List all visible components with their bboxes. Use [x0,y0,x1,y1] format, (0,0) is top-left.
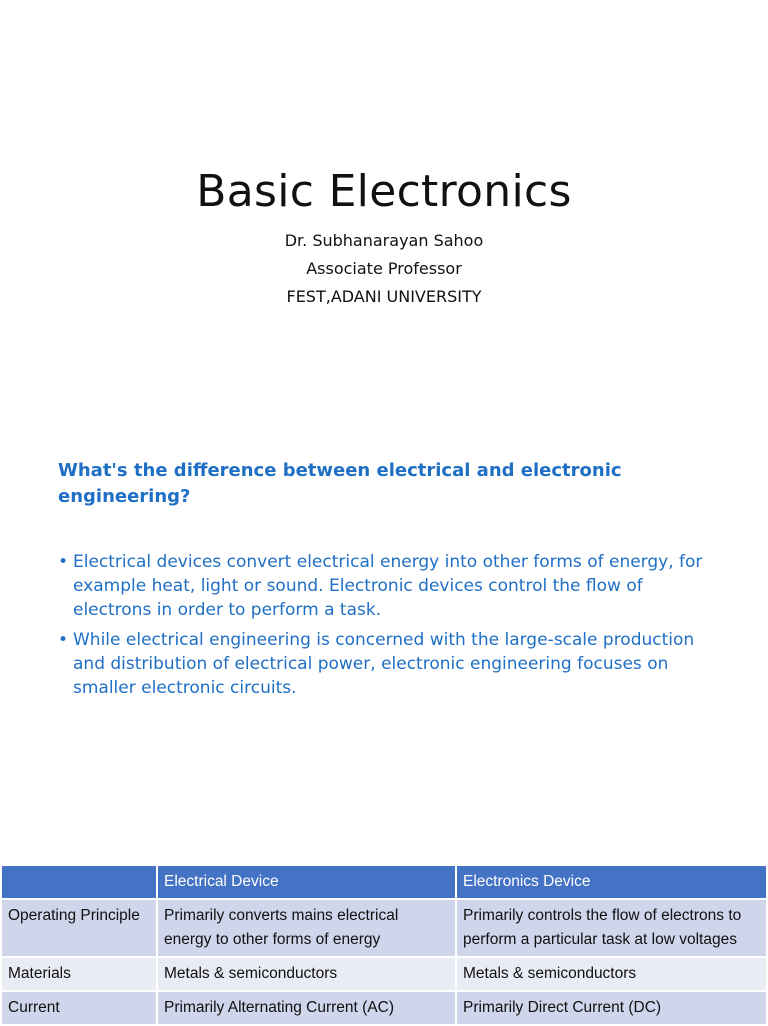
comparison-table [0,864,768,1026]
table-header-row [1,865,767,899]
bullet-icon: • [58,552,69,572]
author-affiliation: FEST,ADANI UNIVERSITY [286,287,482,306]
author-name: Dr. Subhanarayan Sahoo [284,231,484,250]
table-cell: Primarily Direct Current (DC) [456,991,767,1025]
bullet-text: Electrical devices convert electrical energy into other forms of energy, for example heat, light or sound. Electronic devices control the flow of electrons in order to perform a task. [73,552,703,620]
question-heading: What's the difference between electrical and electronic engineering? [58,460,622,507]
table-cell: Operating Principle [1,899,157,957]
table-row [1,899,767,957]
table-row [1,957,767,991]
bullet-item [58,628,708,700]
table-cell: Metals & semiconductors [157,957,456,991]
bullet-text: While electrical engineering is concerned with the large-scale production and distribution of electrical power, electronic engineering focuses on smaller electronic circuits. [73,630,695,698]
table-row [1,991,767,1025]
table-header-cell: Electrical Device [157,865,456,899]
comparison-slide [0,864,768,1024]
table-cell: Primarily controls the flow of electrons to perform a particular task at low voltages [456,899,767,957]
table-cell: Materials [1,957,157,991]
question-slide [0,430,768,830]
table-cell: Metals & semiconductors [456,957,767,991]
table-header-cell: Electronics Device [456,865,767,899]
title-slide [0,0,768,420]
bullet-list [58,550,708,706]
table-cell: Primarily converts mains electrical energy to other forms of energy [157,899,456,957]
author-role: Associate Professor [306,259,462,278]
table-cell: Current [1,991,157,1025]
bullet-item [58,550,708,622]
slide-title: Basic Electronics [196,166,572,217]
table-cell: Primarily Alternating Current (AC) [157,991,456,1025]
bullet-icon: • [58,630,69,650]
table-header-cell [1,865,157,899]
